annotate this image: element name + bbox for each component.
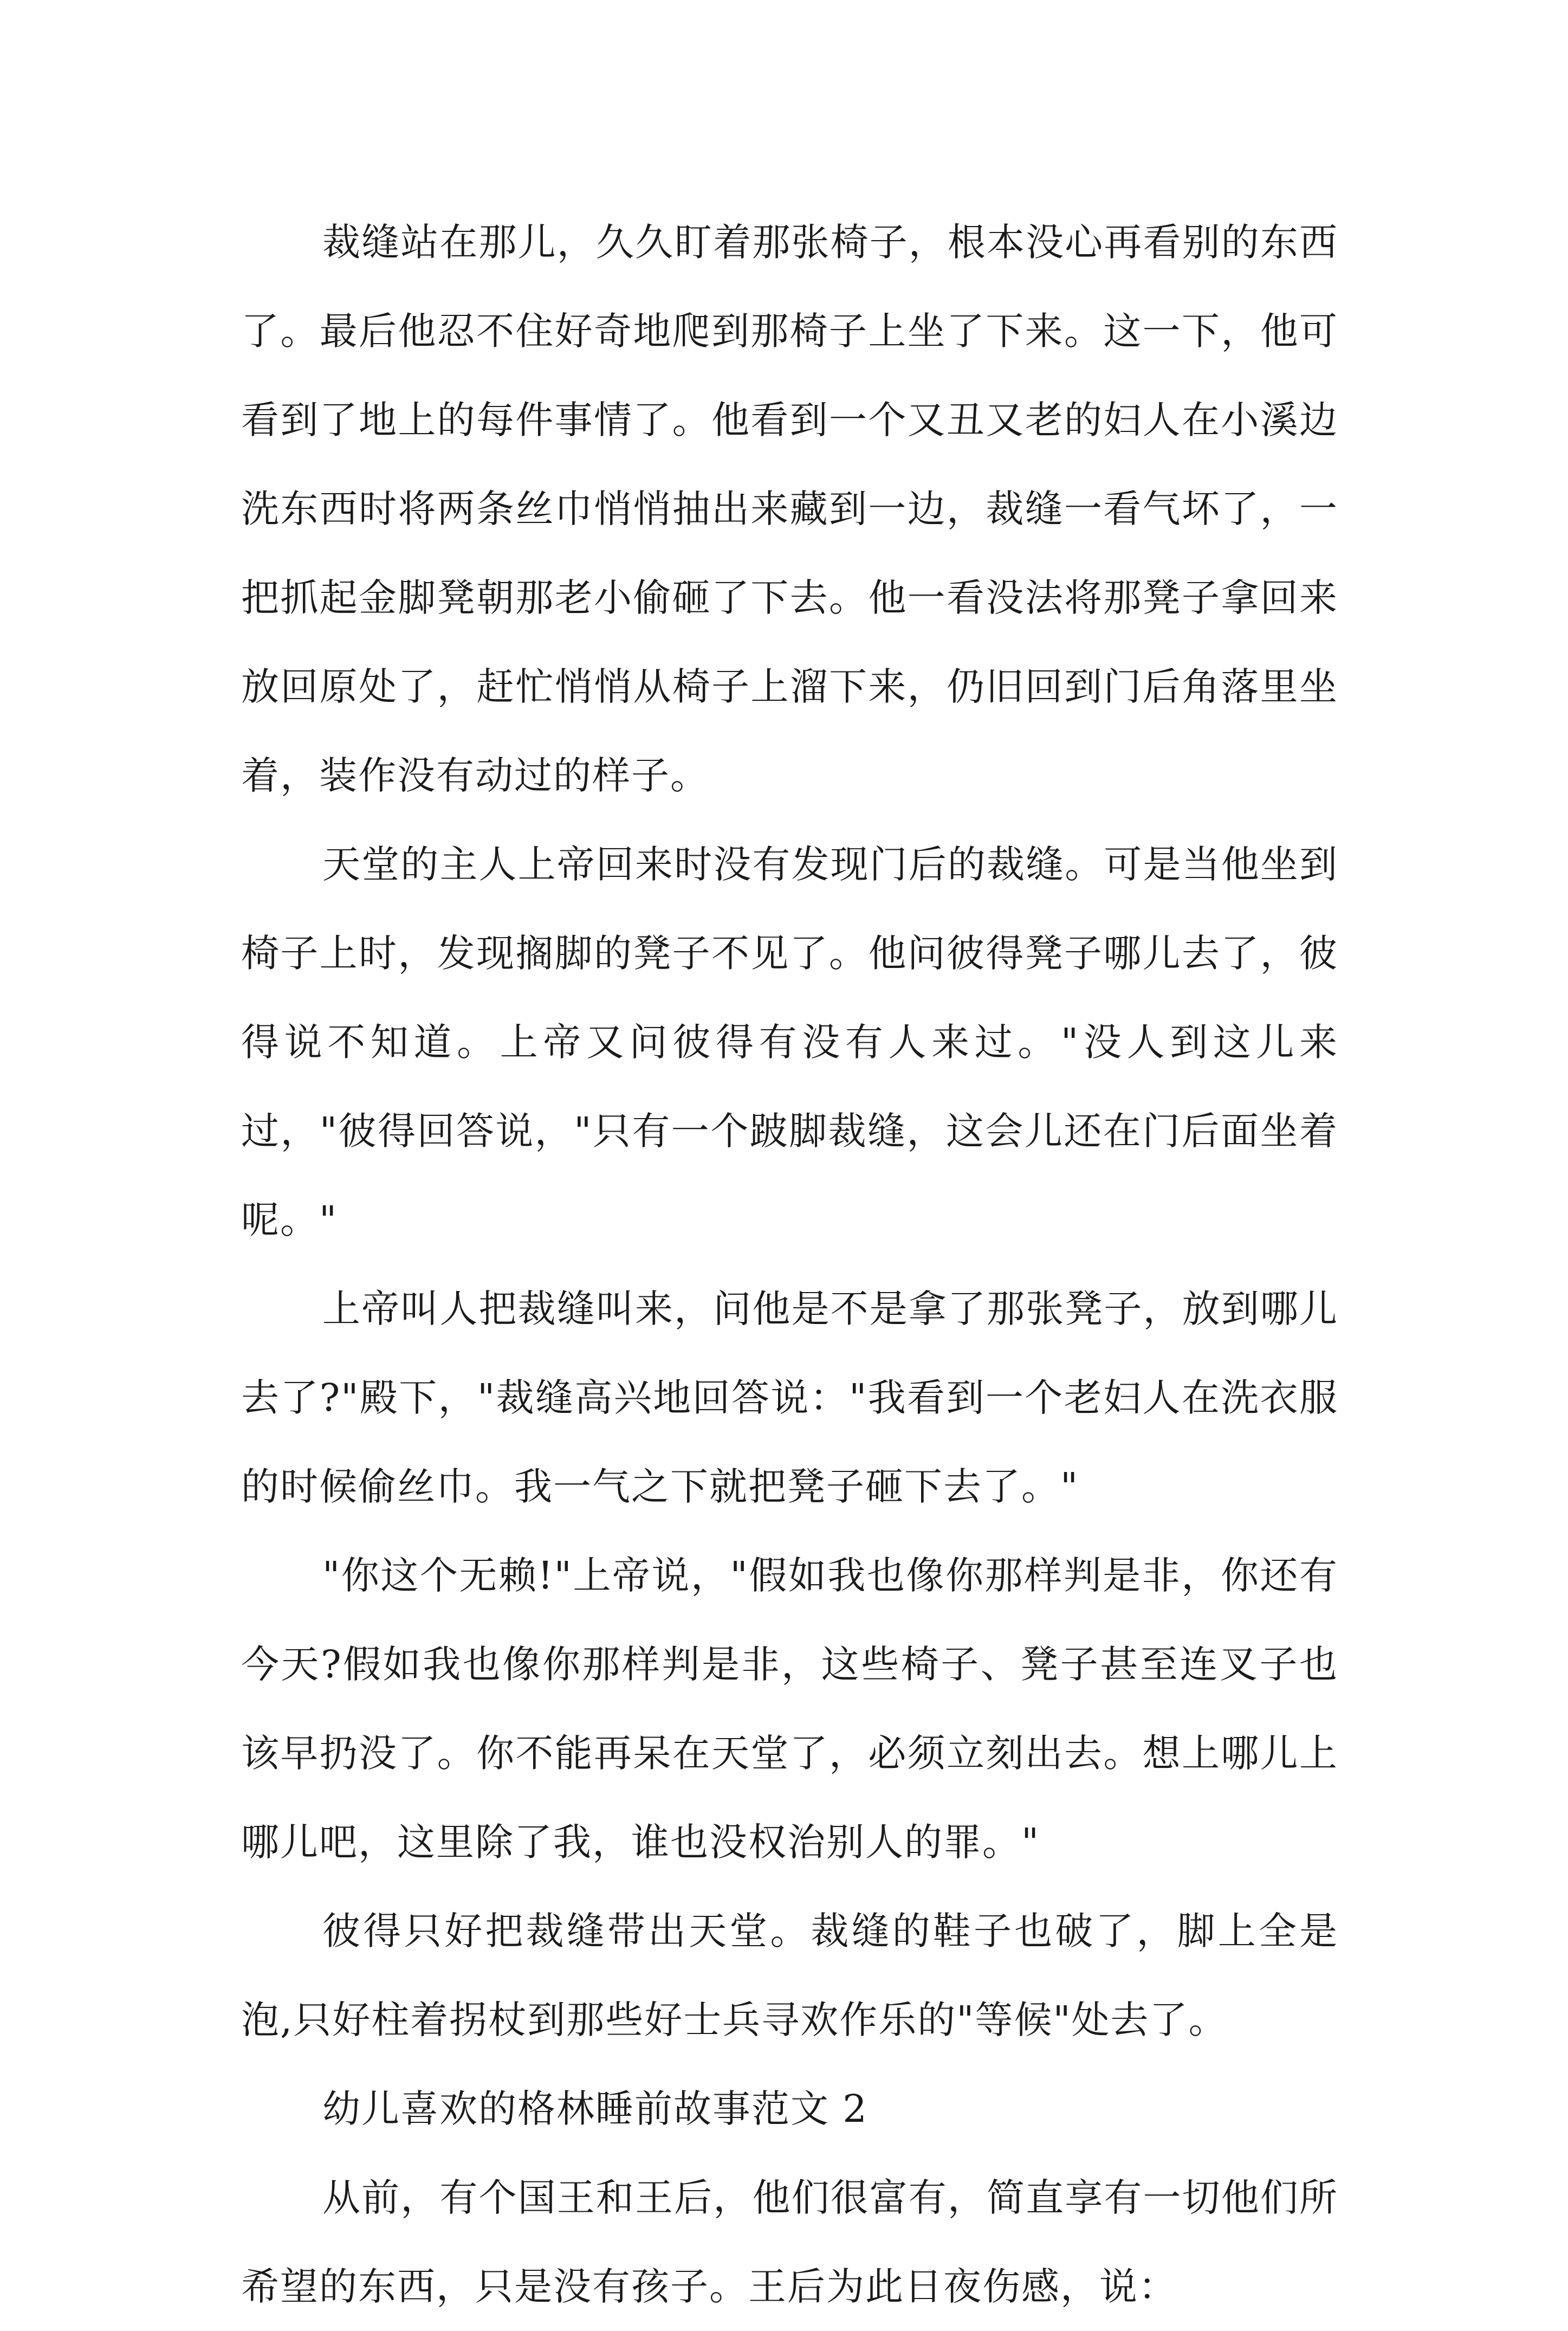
paragraph-4: "你这个无赖!"上帝说，"假如我也像你那样判是非，你还有今天?假如我也像你那样判是非，这些椅子、凳子甚至连叉子也该早扔没了。你不能再呆在天堂了，必须立刻出去。想上哪儿上哪儿吧，这里除了我，谁也没权治别人的罪。" <box>241 1553 1338 1864</box>
paragraph-5: 彼得只好把裁缝带出天堂。裁缝的鞋子也破了，脚上全是泡,只好柱着拐杖到那些好士兵寻欢作乐的"等候"处去了。 <box>241 1909 1338 2042</box>
paragraph-6: 从前，有个国王和王后，他们很富有，简直享有一切他们所希望的东西，只是没有孩子。王后为此日夜伤感，说： <box>241 2175 1338 2309</box>
document-body <box>241 198 1338 2331</box>
paragraph-2: 天堂的主人上帝回来时没有发现门后的裁缝。可是当他坐到椅子上时，发现搁脚的凳子不见了。他问彼得凳子哪儿去了，彼得说不知道。上帝又问彼得有没有人来过。"没人到这儿来过，"彼得回答说，"只有一个跛脚裁缝，这会儿还在门后面坐着呢。" <box>241 842 1338 1242</box>
section-heading: 幼儿喜欢的格林睡前故事范文 2 <box>322 2087 868 2131</box>
paragraph-1: 裁缝站在那儿，久久盯着那张椅子，根本没心再看别的东西了。最后他忍不住好奇地爬到那椅子上坐了下来。这一下，他可看到了地上的每件事情了。他看到一个又丑又老的妇人在小溪边洗东西时将两条丝巾悄悄抽出来藏到一边，裁缝一看气坏了，一把抓起金脚凳朝那老小偷砸了下去。他一看没法将那凳子拿回来放回原处了，赶忙悄悄从椅子上溜下来，仍旧回到门后角落里坐着，装作没有动过的样子。 <box>241 220 1338 798</box>
paragraph-3: 上帝叫人把裁缝叫来，问他是不是拿了那张凳子，放到哪儿去了?"殿下，"裁缝高兴地回答说："我看到一个老妇人在洗衣服的时候偷丝巾。我一气之下就把凳子砸下去了。" <box>241 1287 1338 1509</box>
